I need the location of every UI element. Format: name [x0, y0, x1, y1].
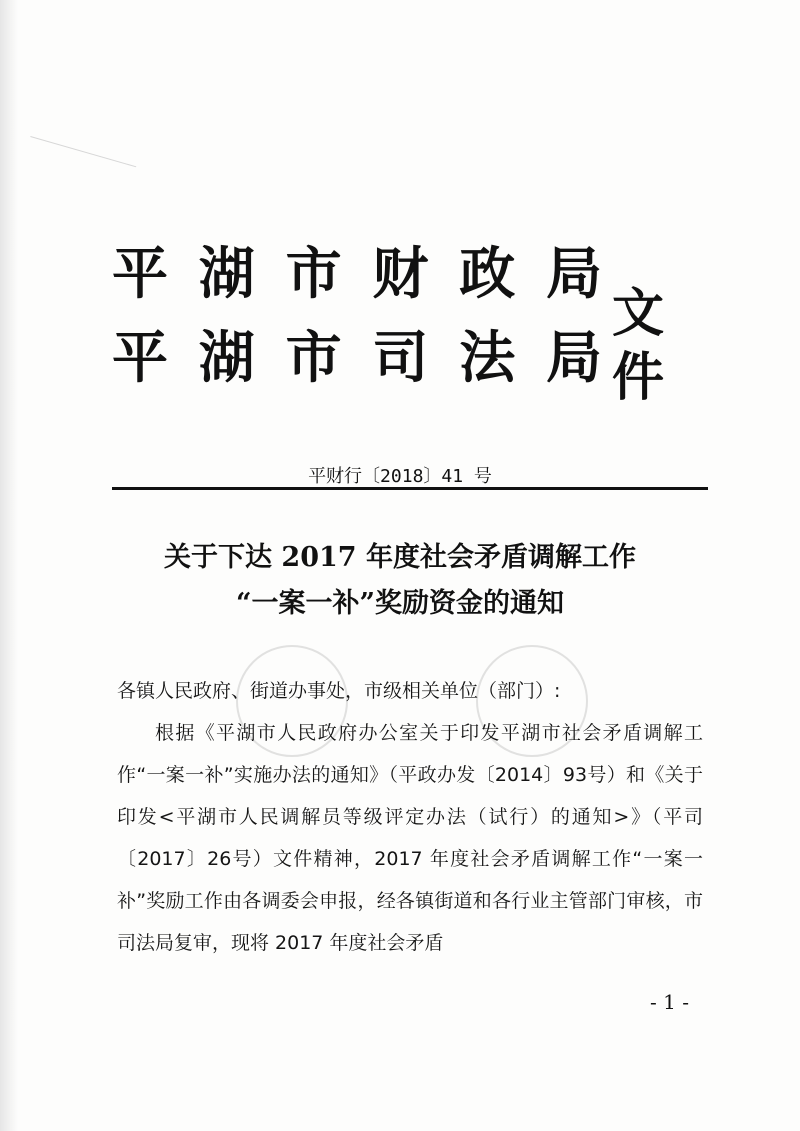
- page-number: - 1 -: [650, 990, 689, 1014]
- agency-char: 市: [285, 241, 342, 307]
- agency-char: 局: [545, 325, 602, 391]
- agency-justice-bureau: [112, 326, 602, 390]
- agency-finance-bureau: [112, 242, 602, 306]
- agency-char: 政: [459, 241, 516, 307]
- body-paragraph: 根据《平湖市人民政府办公室关于印发平湖市社会矛盾调解工作“一案一补”实施办法的通知》（平政办发〔2014〕93号）和《关于印发<平湖市人民调解员等级评定办法（试行）的通知>》（平司〔2017〕26号）文件精神，2017 年度社会矛盾调解工作“一案一补”奖励工作由各调委会申报，经各镇街道和各行业主管部门审核，市司法局复审，现将 2017 年度社会矛盾: [117, 722, 703, 954]
- agency-char: 财: [372, 241, 429, 307]
- document-number: 平财行〔2018〕41 号: [308, 466, 492, 487]
- paper-crease: [14, 136, 137, 225]
- agency-char: 局: [545, 241, 602, 307]
- agency-char: 平: [112, 241, 168, 307]
- agency-char: 市: [285, 325, 342, 391]
- agency-char: 法: [459, 325, 516, 391]
- document-header: [112, 241, 712, 408]
- header-divider: [112, 487, 708, 490]
- file-label: 文件: [612, 283, 667, 408]
- salutation: 各镇人民政府、街道办事处，市级相关单位（部门）:: [117, 680, 561, 702]
- document-title-line-1: 关于下达 2017 年度社会矛盾调解工作: [164, 542, 636, 573]
- document-body: [117, 670, 703, 964]
- agency-char: 平: [112, 325, 168, 391]
- agency-char: 湖: [198, 241, 255, 307]
- agency-char: 司: [372, 325, 429, 391]
- document-title-line-2: “一案一补”奖励资金的通知: [235, 588, 565, 619]
- agency-char: 湖: [198, 325, 255, 391]
